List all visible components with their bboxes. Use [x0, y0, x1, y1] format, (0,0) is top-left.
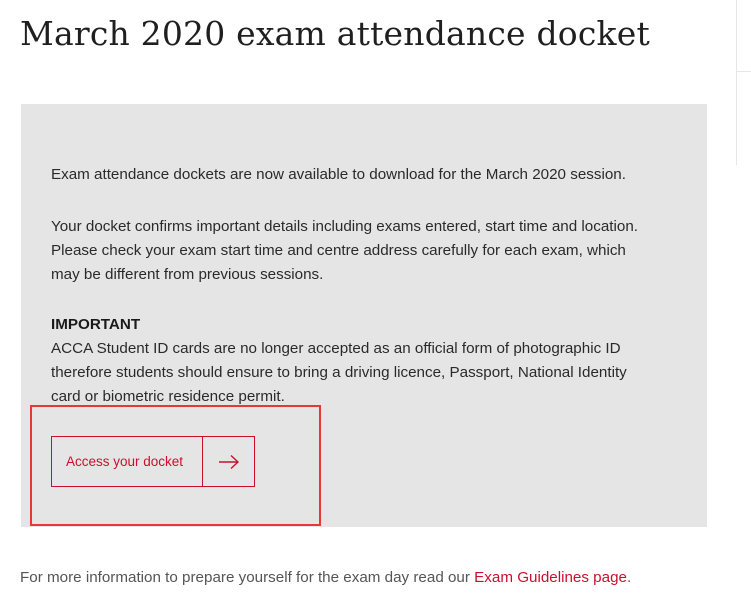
right-edge-divider	[737, 71, 751, 72]
notice-details-line: Please check your exam start time and centre address carefully for each exam, which	[51, 242, 626, 259]
notice-availability-text: Exam attendance dockets are now available to download for the March 2020 session.	[51, 166, 626, 183]
notice-details-text	[51, 215, 681, 287]
important-line: therefore students should ensure to bring a driving licence, Passport, National Identity	[51, 364, 627, 381]
footer-info-text	[20, 569, 631, 587]
important-text	[51, 337, 681, 409]
important-line: ACCA Student ID cards are no longer accepted as an official form of photographic ID	[51, 340, 621, 357]
page-title: March 2020 exam attendance docket	[20, 14, 650, 53]
important-line: card or biometric residence permit.	[51, 388, 285, 405]
footer-text-before: For more information to prepare yourself for the exam day read our	[20, 569, 475, 586]
exam-guidelines-link[interactable]: Exam Guidelines page	[474, 569, 627, 586]
footer-text-after: .	[626, 569, 632, 586]
right-edge-panel	[736, 0, 751, 165]
access-docket-label: Access your docket	[66, 454, 184, 469]
notice-details-line: may be different from previous sessions.	[51, 266, 324, 283]
important-heading: IMPORTANT	[51, 316, 141, 333]
notice-details-line: Your docket confirms important details including exams entered, start time and location.	[51, 218, 638, 235]
highlight-outline	[30, 405, 321, 526]
